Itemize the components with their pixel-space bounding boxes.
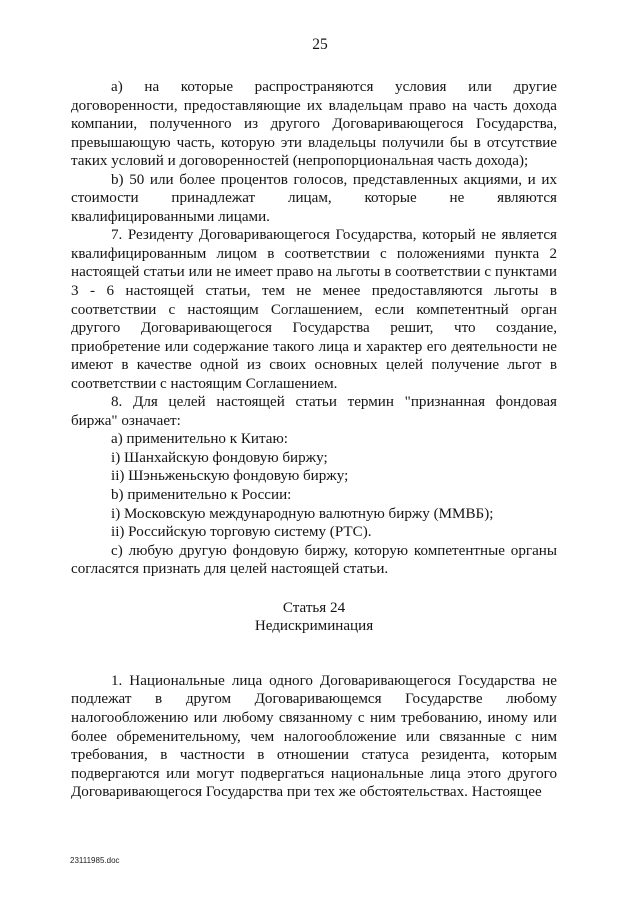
paragraph-subitem-c: с) любую другую фондовую биржу, которую компетентные органы согласятся признать для целей настоящей статьи. bbox=[71, 542, 557, 578]
list-item-micex: i) Московскую международную валютную биржу (ММВБ); bbox=[111, 505, 494, 522]
list-item-rts: ii) Российскую торговую систему (РТС). bbox=[111, 524, 372, 541]
document-file-name: 23111985.doc bbox=[70, 856, 120, 865]
paragraph-7: 7. Резиденту Договаривающегося Государства, который не является квалифицированным лицом в соответствии с положениями пункта 2 настоящей статьи или не имеет право на льготы в соответствии с пунктами 3 - 6 настоящей статьи, тем не менее предоставляются льготы в соответствии с настоящим Соглашением, если компетентный орган другого Договаривающегося Государства решит, что создание, приобретение или содержание такого лица и характер его деятельности не имеют в качестве одной из своих основных целей получение льгот в соответствии с настоящим Соглашением. bbox=[71, 227, 557, 392]
paragraph-subitem-a: а) на которые распространяются условия или другие договоренности, предоставляющие их владельцам право на часть дохода компании, полученного из другого Договаривающегося Государства, превышающую часть, которую эти владельцы получили бы в отсутствие таких условий и договоренностей (непропорциональная часть дохода); bbox=[71, 79, 557, 170]
document-body bbox=[71, 78, 557, 802]
article-heading bbox=[71, 599, 557, 636]
page-number: 25 bbox=[312, 36, 328, 53]
list-item-china: а) применительно к Китаю: bbox=[111, 431, 288, 448]
list-item-russia: b) применительно к России: bbox=[111, 487, 292, 504]
list-item-shenzhen: ii) Шэньженьскую фондовую биржу; bbox=[111, 468, 349, 485]
paragraph-subitem-b: b) 50 или более процентов голосов, представленных акциями, и их стоимости принадлежат лицам, которые не являются квалифицированными лицами. bbox=[71, 171, 557, 225]
list-item-shanghai: i) Шанхайскую фондовую биржу; bbox=[111, 449, 328, 466]
paragraph-24-1: 1. Национальные лица одного Договаривающегося Государства не подлежат в другом Договаривающемся Государстве любому налогообложению или любому связанному с ним требованию, иному или более обременительному, чем налогообложение или связанные с ним требования, в частности в отношении статуса резидента, которым подвергаются или могут подвергаться национальные лица этого другого Договаривающегося Государства при тех же обстоятельствах. Настоящее bbox=[71, 672, 557, 801]
article-title: Недискриминация bbox=[254, 618, 374, 635]
article-number: Статья 24 bbox=[282, 599, 346, 616]
paragraph-8: 8. Для целей настоящей статьи термин "признанная фондовая биржа" означает: bbox=[71, 394, 557, 429]
